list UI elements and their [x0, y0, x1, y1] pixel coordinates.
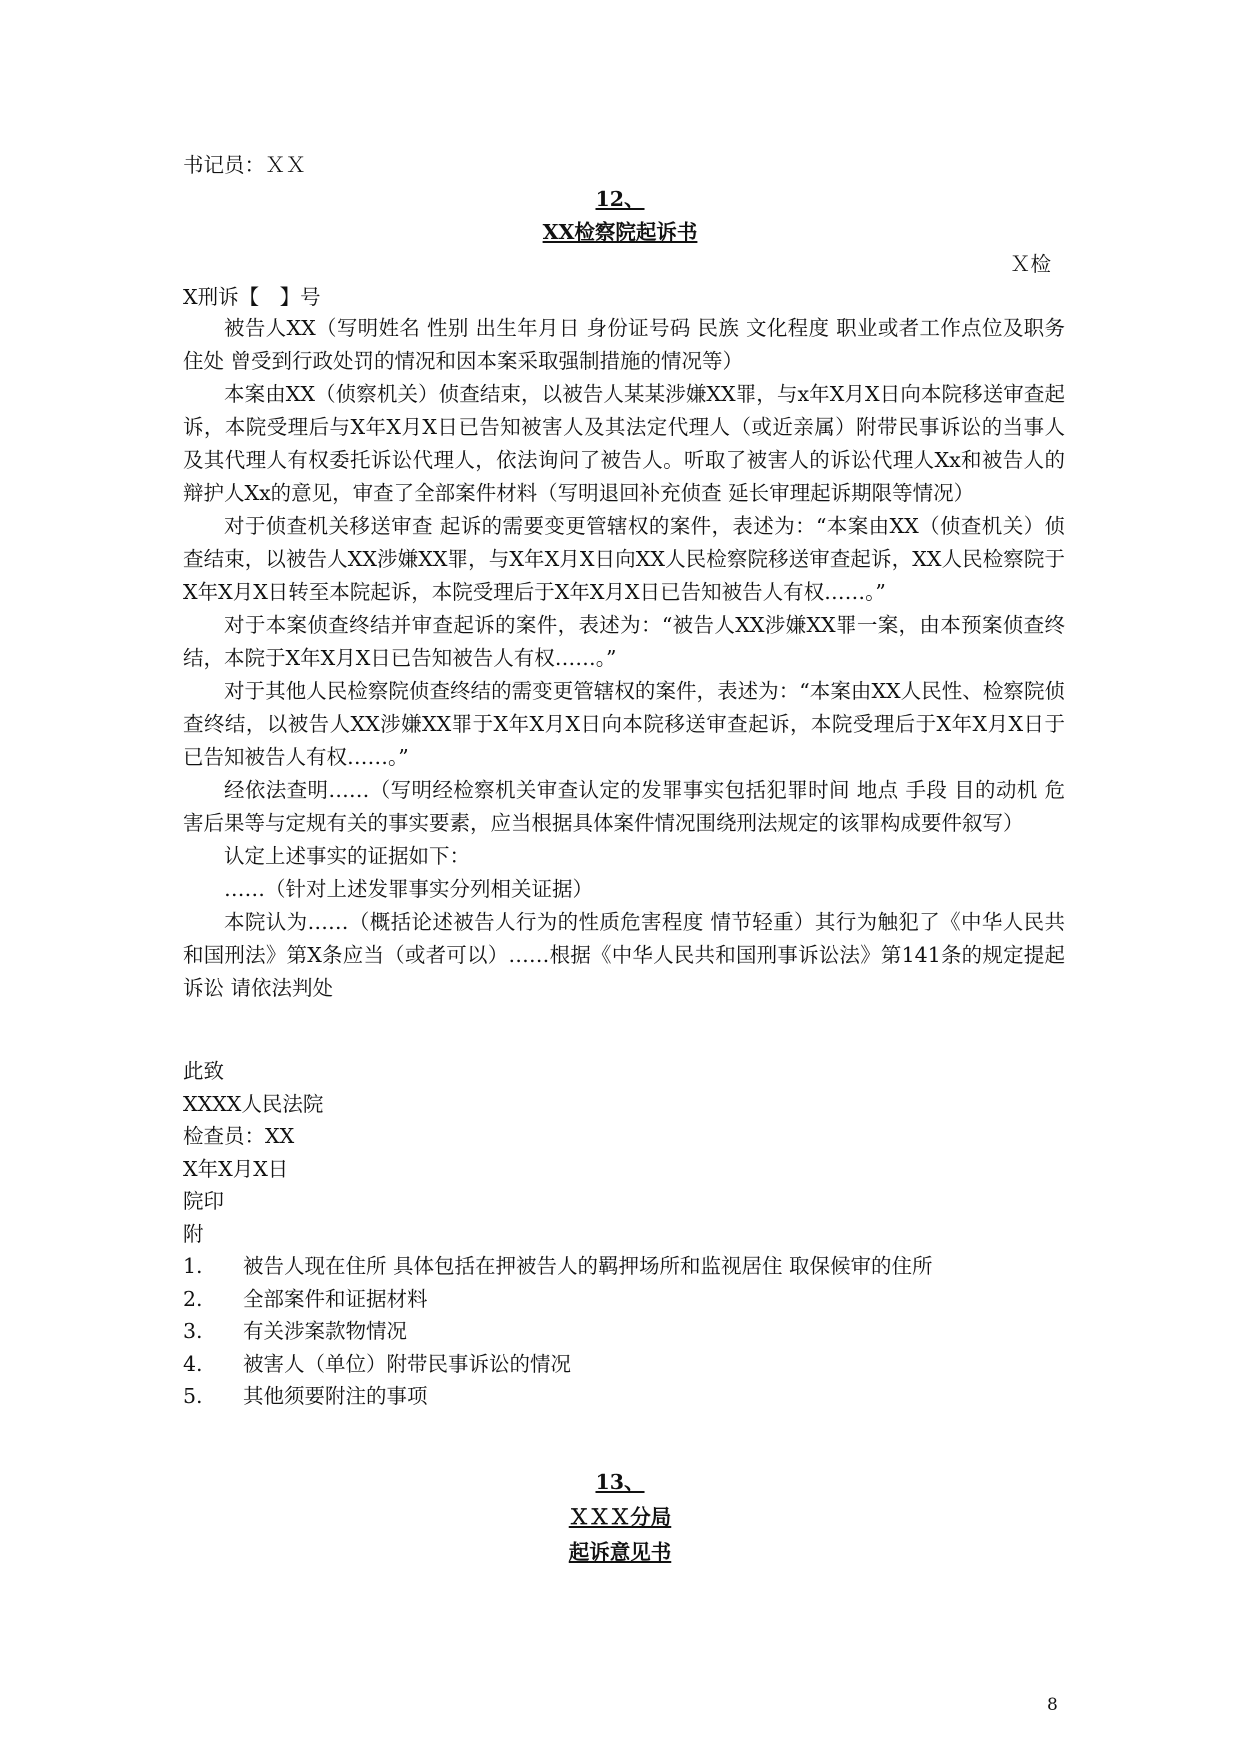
- section-13-number: 13、: [595, 1470, 645, 1494]
- attachment-list: [183, 1250, 1083, 1413]
- section-13-title: 起诉意见书: [568, 1540, 672, 1564]
- closing-seal: 院印: [183, 1189, 224, 1213]
- paragraph-jurisdiction-change: 对于侦查机关移送审查 起诉的需要变更管辖权的案件，表述为：“本案由XX（侦查机关）侦查结束，以被告人XX涉嫌XX罪，与X年X月X日向XX人民检察院移送审查起诉，XX人民检察院于X年X月X日转至本院起诉，本院受理后于X年X月X日已告知被告人有权……。”: [183, 514, 1065, 604]
- paragraph-facts: 经依法查明……（写明经检察机关审查认定的发罪事实包括犯罪时间 地点 手段 目的动机 危害后果等与定规有关的事实要素，应当根据具体案件情况围绕刑法规定的该罪构成要件叙写）: [183, 778, 1065, 835]
- paragraph-self-investigation: 对于本案侦查终结并审查起诉的案件，表述为：“被告人XX涉嫌XX罪一案，由本预案侦查终结，本院于X年X月X日已告知被告人有权……。”: [183, 613, 1065, 670]
- indictment-body: [183, 312, 1065, 1005]
- paragraph-other-procuratorate: 对于其他人民检察院侦查终结的需变更管辖权的案件，表述为：“本案由XX人民性、检察院侦查终结，以被告人XX涉嫌XX罪于X年X月X日向本院移送审查起诉，本院受理后于X年X月X日于已告知被告人有权……。”: [183, 679, 1065, 769]
- closing-attachment-heading: 附: [183, 1221, 204, 1246]
- clerk-line: 书记员：ＸＸ: [183, 153, 306, 177]
- closing-block: [183, 1055, 323, 1250]
- document-number-line: X刑诉【 】号: [183, 285, 321, 309]
- paragraph-evidence-list: ……（针对上述发罪事实分列相关证据）: [224, 877, 593, 901]
- paragraph-conclusion: 本院认为……（概括论述被告人行为的性质危害程度 情节轻重）其行为触犯了《中华人民共和国刑法》第X条应当（或者可以）……根据《中华人民共和国刑事诉讼法》第141条的规定提起诉讼 请依法判处: [183, 910, 1065, 1000]
- paragraph-defendant-info: 被告人XX（写明姓名 性别 出生年月日 身份证号码 民族 文化程度 职业或者工作点位及职务 住处 曾受到行政处罚的情况和因本案采取强制措施的情况等）: [183, 316, 1065, 373]
- document-number-prefix: Ｘ检: [1010, 252, 1051, 276]
- list-item: 5. 其他须要附注的事项: [183, 1384, 428, 1408]
- closing-salutation: 此致: [183, 1059, 224, 1083]
- list-item: 2. 全部案件和证据材料: [183, 1286, 428, 1311]
- page-number: 8: [1047, 1695, 1058, 1715]
- paragraph-case-origin: 本案由XX（侦察机关）侦查结束，以被告人某某涉嫌XX罪，与x年X月X日向本院移送审查起诉，本院受理后与X年X月X日已告知被害人及其法定代理人（或近亲属）附带民事诉讼的当事人及其代理人有权委托诉讼代理人，依法询问了被告人。听取了被害人的诉讼代理人Xx和被告人的辩护人Xx的意见，审查了全部案件材料（写明退回补充侦查 延长审理起诉期限等情况）: [183, 382, 1065, 505]
- list-item: 1. 被告人现在住所 具体包括在押被告人的羁押场所和监视居住 取保候审的住所: [183, 1254, 933, 1278]
- closing-prosecutor: 检查员：XX: [183, 1124, 295, 1148]
- paragraph-evidence-heading: 认定上述事实的证据如下：: [224, 844, 470, 868]
- section-12-number: 12、: [595, 187, 645, 211]
- closing-court: XXXX人民法院: [183, 1091, 324, 1116]
- section-13-subtitle: ＸＸＸ分局: [568, 1505, 672, 1529]
- list-item: 3. 有关涉案款物情况: [183, 1319, 407, 1343]
- closing-date: X年X月X日: [183, 1156, 289, 1181]
- section-12-title: XX检察院起诉书: [542, 220, 698, 244]
- list-item: 4. 被害人（单位）附带民事诉讼的情况: [183, 1351, 571, 1376]
